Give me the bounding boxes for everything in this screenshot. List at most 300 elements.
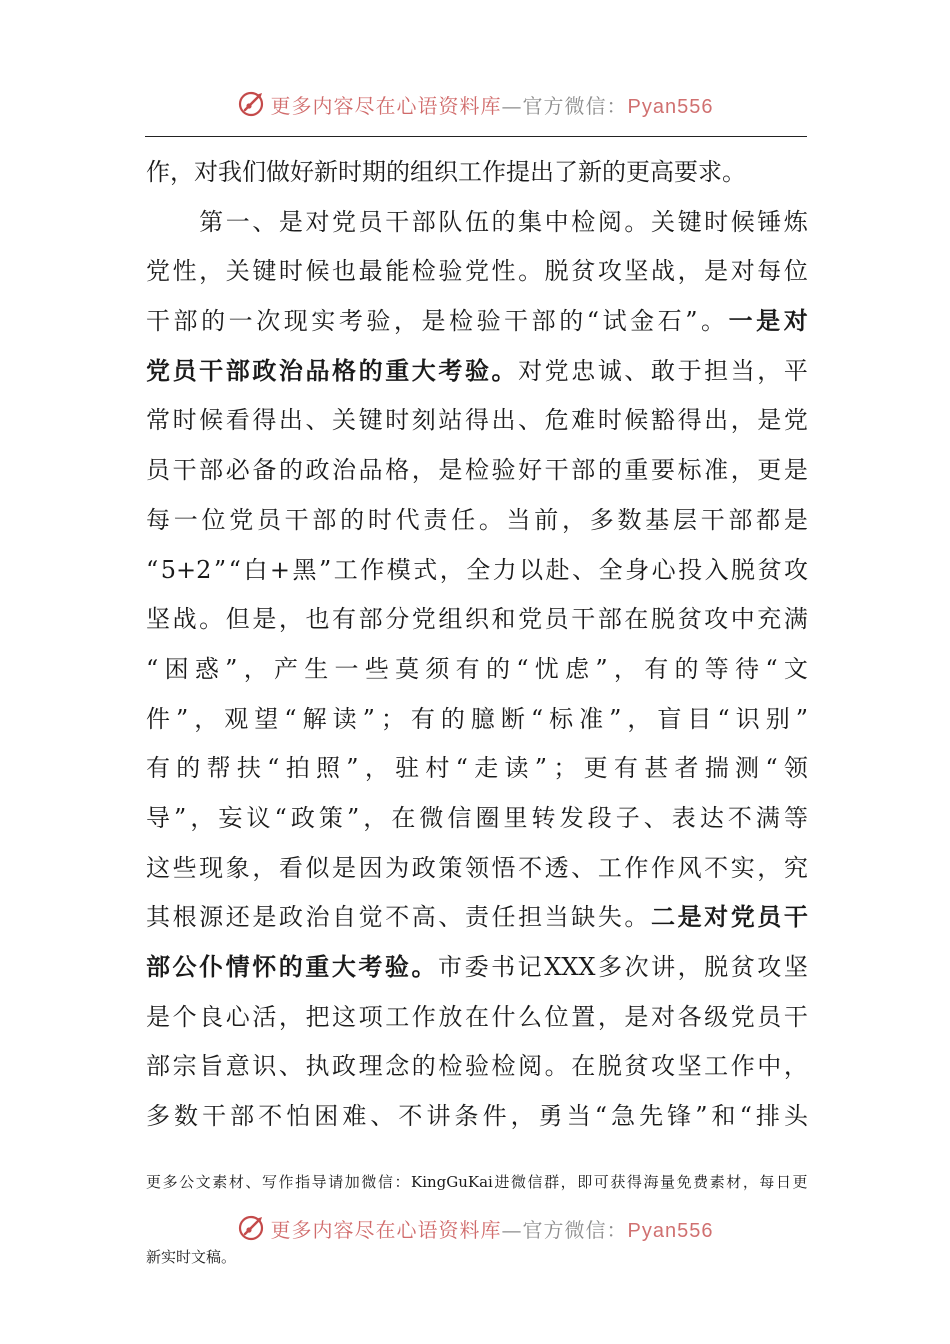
- body-char: 时: [367, 505, 392, 534]
- body-char: 考: [338, 307, 363, 336]
- bold-text: 。: [491, 356, 516, 385]
- body-char: 验: [366, 307, 391, 336]
- body-char: 部: [358, 605, 383, 634]
- body-char: 的: [411, 1052, 436, 1081]
- body-char: 平: [783, 356, 808, 385]
- body-char: 数: [617, 505, 642, 534]
- body-char: 贫: [757, 555, 782, 584]
- body-char: 键: [677, 207, 702, 236]
- body-char: 策: [318, 803, 343, 832]
- body-char: 读: [332, 704, 357, 733]
- footer-char: 进: [494, 1173, 510, 1191]
- footer-char: ，: [742, 1173, 758, 1191]
- body-line: [146, 446, 808, 496]
- body-char: ，: [783, 1052, 808, 1081]
- body-char: 。: [722, 158, 746, 186]
- body-char: 其: [146, 903, 170, 932]
- body-char: 在: [464, 1002, 489, 1031]
- bold-text: 是: [677, 903, 702, 932]
- body-char: 党: [411, 605, 436, 634]
- body-char: 关: [225, 257, 250, 286]
- body-char: 一: [225, 207, 250, 236]
- body-char: 政: [278, 903, 303, 932]
- body-char: 。: [518, 257, 543, 286]
- body-char: 验: [438, 257, 463, 286]
- body-char: ”: [695, 1102, 708, 1131]
- body-char: 全: [466, 555, 491, 584]
- body-char: 实: [730, 853, 755, 882]
- body-char: 贫: [571, 257, 596, 286]
- body-char: 担: [704, 356, 729, 385]
- footer-char: 信: [527, 1173, 543, 1191]
- body-char: 转: [531, 803, 556, 832]
- body-char: 贫: [730, 953, 755, 981]
- body-char: 帮: [206, 754, 231, 783]
- body-char: 的: [602, 158, 626, 186]
- body-char: 有: [455, 654, 480, 683]
- body-char: “: [530, 704, 544, 733]
- body-char: 作: [146, 158, 170, 186]
- body-char: 黑: [292, 555, 317, 584]
- body-char: 好: [290, 158, 314, 186]
- body-char: 怕: [286, 1102, 311, 1131]
- body-char: “: [146, 555, 159, 584]
- body-char: 悟: [491, 853, 516, 882]
- body-char: 验: [476, 307, 501, 336]
- bold-text: 政: [252, 356, 277, 385]
- body-char: 困: [314, 1102, 339, 1131]
- body-char: 干: [385, 207, 410, 236]
- body-char: 作: [730, 1052, 755, 1081]
- body-char: 段: [587, 803, 612, 832]
- body-char: 备: [252, 456, 277, 485]
- body-char: 的: [559, 307, 584, 336]
- body-char: 中: [544, 207, 569, 236]
- body-char: 党: [146, 257, 170, 286]
- body-char: 的: [597, 456, 622, 485]
- bold-text: 验: [464, 356, 489, 385]
- footer-char: 费: [693, 1173, 709, 1191]
- body-char: 必: [225, 456, 250, 485]
- footer-char: 指: [295, 1173, 311, 1191]
- watermark-lead: 更多内容尽在心语资料库: [270, 93, 502, 118]
- body-char: 有: [146, 754, 170, 783]
- body-char: 锋: [667, 1102, 692, 1131]
- body-char: 中: [730, 605, 755, 634]
- body-char: 测: [735, 754, 760, 783]
- watermark-id: Pyan556: [627, 1219, 714, 1242]
- body-char: 更: [583, 754, 608, 783]
- footer-char: 公: [179, 1173, 195, 1191]
- body-char: 高: [411, 903, 436, 932]
- body-char: 关: [650, 207, 675, 236]
- pen-logo-icon: [237, 1213, 267, 1243]
- body-char: ，: [562, 505, 587, 534]
- bold-text: 大: [411, 356, 436, 385]
- body-char: 别: [765, 704, 790, 733]
- body-char: 代: [395, 505, 420, 534]
- body-char: 有: [613, 754, 638, 783]
- pen-logo-icon: [237, 89, 267, 119]
- body-char: ”: [176, 704, 189, 733]
- body-char: 是: [783, 505, 808, 534]
- body-char: 件: [482, 1102, 507, 1131]
- body-char: ，: [194, 704, 219, 733]
- body-char: 候: [624, 406, 649, 435]
- body-char: 性: [491, 257, 516, 286]
- bold-text: 的: [358, 356, 383, 385]
- body-line: [146, 794, 808, 844]
- body-char: ”: [225, 654, 238, 683]
- body-char: 。: [701, 307, 726, 336]
- body-char: 们: [242, 158, 266, 186]
- body-char: 干: [284, 505, 309, 534]
- bold-text: 员: [757, 903, 782, 932]
- body-char: 出: [704, 406, 729, 435]
- body-char: 集: [518, 207, 543, 236]
- body-char: 次: [624, 953, 649, 981]
- body-char: 良: [199, 1002, 224, 1031]
- body-line: [146, 396, 808, 446]
- footer-char: 海: [643, 1173, 659, 1191]
- body-char: 工: [597, 853, 622, 882]
- body-char: 责: [464, 903, 489, 932]
- body-char: 标: [549, 704, 574, 733]
- body-char: 什: [491, 1002, 516, 1031]
- body-char: 做: [266, 158, 290, 186]
- body-char: 键: [252, 257, 277, 286]
- body-char: ”: [685, 307, 698, 336]
- body-char: 工: [458, 158, 482, 186]
- body-char: 文: [783, 654, 808, 683]
- bold-text: 部: [225, 356, 250, 385]
- body-char: 、: [518, 406, 543, 435]
- body-char: 员: [358, 207, 383, 236]
- body-char: 危: [544, 406, 569, 435]
- footer-char: 请: [328, 1173, 344, 1191]
- footer-char: 作: [278, 1173, 294, 1191]
- body-char: 品: [358, 456, 383, 485]
- body-char: 市: [438, 953, 463, 981]
- body-char: 有: [644, 654, 669, 683]
- body-char: 望: [254, 704, 279, 733]
- body-char: 组: [438, 605, 463, 634]
- footer-char: 文: [195, 1173, 211, 1191]
- body-char: 新: [578, 158, 602, 186]
- body-char: 、: [278, 1052, 303, 1081]
- body-char: 部: [728, 505, 753, 534]
- body-char: 攻: [704, 605, 729, 634]
- footer-watermark-text: [271, 1214, 714, 1243]
- body-char: 臆: [470, 704, 495, 733]
- body-char: 活: [252, 1002, 277, 1031]
- body-char: 员: [757, 1002, 782, 1031]
- body-char: “: [717, 704, 730, 733]
- body-char: 次: [256, 307, 281, 336]
- footer-char: 、: [245, 1173, 261, 1191]
- body-char: 念: [385, 1052, 410, 1081]
- footer-char: 更: [146, 1173, 162, 1191]
- body-char: 个: [172, 1002, 197, 1031]
- bold-text: 对: [704, 903, 729, 932]
- body-char: 时: [172, 406, 197, 435]
- body-char: 里: [503, 803, 528, 832]
- body-char: “: [516, 654, 529, 683]
- body-char: 微: [419, 803, 444, 832]
- body-char: 式: [413, 555, 438, 584]
- body-char: 不: [398, 1102, 423, 1131]
- body-char: 这: [332, 1002, 357, 1031]
- body-char: 是: [704, 257, 729, 286]
- body-char: 干: [783, 1002, 808, 1031]
- body-char: 脱: [704, 953, 729, 981]
- body-char: 是: [421, 307, 446, 336]
- body-char: 层: [672, 505, 697, 534]
- body-char: 任: [491, 903, 516, 932]
- body-char: XXX: [544, 953, 596, 981]
- body-char: 白: [243, 555, 268, 584]
- body-char: 位: [201, 505, 226, 534]
- body-char: 驻: [395, 754, 420, 783]
- body-char: 位: [783, 257, 808, 286]
- footer-char: 获: [610, 1173, 626, 1191]
- body-char: 心: [225, 1002, 250, 1031]
- body-char: 勇: [538, 1102, 563, 1131]
- body-char: 试: [602, 307, 627, 336]
- body-char: 得: [677, 406, 702, 435]
- footer-char: 导: [311, 1173, 327, 1191]
- body-char: ”: [319, 555, 332, 584]
- body-char: 期: [362, 158, 386, 186]
- bold-text: 重: [385, 356, 410, 385]
- body-char: 员: [146, 456, 170, 485]
- bold-text: 重: [305, 953, 330, 981]
- footer-char: 每: [759, 1173, 775, 1191]
- footer-char: 信: [377, 1173, 393, 1191]
- body-char: 觉: [358, 903, 383, 932]
- body-char: 不: [385, 903, 410, 932]
- body-char: 标: [677, 456, 702, 485]
- body-char: 是: [624, 1002, 649, 1031]
- body-char: 作: [650, 853, 675, 882]
- body-char: 是: [438, 456, 463, 485]
- body-char: 记: [517, 953, 542, 981]
- body-char: 攻: [650, 1052, 675, 1081]
- body-char: 能: [385, 257, 410, 286]
- body-line: [146, 695, 808, 745]
- body-char: 先: [639, 1102, 664, 1131]
- body-char: 看: [225, 406, 250, 435]
- body-char: 和: [711, 1102, 736, 1131]
- body-char: 有: [410, 704, 435, 733]
- body-char: 分: [385, 605, 410, 634]
- body-char: 头: [783, 1102, 808, 1131]
- body-char: 源: [199, 903, 224, 932]
- body-char: 检: [438, 1052, 463, 1081]
- body-char: 。: [199, 605, 224, 634]
- body-char: 排: [755, 1102, 780, 1131]
- body-char: 时: [597, 406, 622, 435]
- header-rule: [145, 136, 807, 137]
- body-char: 干: [700, 505, 725, 534]
- body-char: 发: [559, 803, 584, 832]
- body-char: 更: [757, 456, 782, 485]
- body-line: [146, 893, 808, 943]
- body-char: 缺: [571, 903, 596, 932]
- body-char: 不: [258, 1102, 283, 1131]
- bold-text: 公: [172, 953, 197, 981]
- header-watermark: [0, 84, 950, 124]
- body-char: 键: [358, 406, 383, 435]
- body-char: 党: [518, 605, 543, 634]
- bold-text: 考: [358, 953, 383, 981]
- body-char: 责: [423, 505, 448, 534]
- footer-char: 写: [261, 1173, 277, 1191]
- body-char: 政: [305, 456, 330, 485]
- body-char: 部: [312, 505, 337, 534]
- body-char: 诚: [597, 356, 622, 385]
- body-char: 候: [199, 406, 224, 435]
- body-line: [146, 1042, 808, 1092]
- body-char: 战: [650, 257, 675, 286]
- body-char: 验: [491, 456, 516, 485]
- footer-char: 量: [660, 1173, 676, 1191]
- body-char: 炼: [783, 207, 808, 236]
- body-char: 以: [519, 555, 544, 584]
- body-char: 力: [492, 555, 517, 584]
- body-char: 要: [650, 456, 675, 485]
- body-char: 治: [305, 903, 330, 932]
- body-char: 的: [674, 654, 699, 683]
- body-char: 党: [332, 207, 357, 236]
- body-char: 条: [454, 1102, 479, 1131]
- body-char: 也: [305, 605, 330, 634]
- footer-note-line-1: [146, 1171, 808, 1193]
- body-char: 身: [625, 555, 650, 584]
- footer-char: 多: [162, 1173, 178, 1191]
- body-char: ”: [362, 704, 375, 733]
- body-char: 多: [589, 505, 614, 534]
- body-char: 意: [225, 1052, 250, 1081]
- body-char: 忧: [534, 654, 559, 683]
- body-char: 理: [358, 1052, 383, 1081]
- body-char: [146, 198, 170, 248]
- body-char: ，: [677, 257, 702, 286]
- body-char: 现: [283, 307, 308, 336]
- body-char: ，: [730, 406, 755, 435]
- body-char: ，: [393, 307, 418, 336]
- watermark-tail: —官方微信：: [501, 1217, 628, 1242]
- body-char: 部: [597, 605, 622, 634]
- body-line: [146, 1092, 808, 1142]
- body-char: 的: [491, 207, 516, 236]
- body-char: 中: [757, 1052, 782, 1081]
- body-char: 因: [358, 853, 383, 882]
- body-char: 惑: [194, 654, 219, 683]
- body-char: 织: [434, 158, 458, 186]
- body-char: 是: [252, 605, 277, 634]
- footer-note-text-2: 新实时文稿。: [146, 1248, 237, 1266]
- body-char: 要: [674, 158, 698, 186]
- body-char: 产: [273, 654, 298, 683]
- footer-char: 即: [577, 1173, 593, 1191]
- body-char: 攻: [784, 555, 808, 584]
- body-char: 得: [464, 406, 489, 435]
- body-char: 一: [173, 505, 198, 534]
- body-char: [173, 198, 197, 248]
- body-line: [146, 198, 808, 248]
- body-char: 识: [252, 1052, 277, 1081]
- body-char: 、: [438, 903, 463, 932]
- body-char: 检: [464, 456, 489, 485]
- body-char: 工: [385, 1002, 410, 1031]
- body-char: 得: [252, 406, 277, 435]
- body-char: 贫: [677, 605, 702, 634]
- body-char: 根: [172, 903, 197, 932]
- body-char: 锤: [757, 207, 782, 236]
- body-char: 出: [278, 406, 303, 435]
- body-char: ，: [190, 803, 215, 832]
- body-char: ，: [252, 853, 277, 882]
- body-char: 刻: [411, 406, 436, 435]
- body-char: 的: [485, 654, 510, 683]
- body-char: 最: [358, 257, 383, 286]
- body-char: 不: [704, 853, 729, 882]
- body-char: 为: [385, 853, 410, 882]
- body-char: 关: [332, 406, 357, 435]
- body-char: 盲: [657, 704, 682, 733]
- body-char: 达: [699, 803, 724, 832]
- body-char: 部: [146, 1052, 170, 1081]
- body-char: 党: [730, 1002, 755, 1031]
- body-char: 对: [194, 158, 218, 186]
- body-char: “: [765, 654, 778, 683]
- body-line: [146, 943, 808, 993]
- body-char: 心: [651, 555, 676, 584]
- body-char: 党: [544, 356, 569, 385]
- body-char: 干: [172, 456, 197, 485]
- body-char: 政: [332, 1052, 357, 1081]
- bold-text: 是: [756, 307, 781, 336]
- bold-text: 对: [783, 307, 808, 336]
- body-char: 伍: [464, 207, 489, 236]
- body-char: 还: [225, 903, 250, 932]
- body-char: 政: [411, 853, 436, 882]
- bold-text: 干: [199, 356, 224, 385]
- bold-text: 情: [225, 953, 250, 981]
- body-char: 对: [730, 257, 755, 286]
- body-char: 第: [199, 207, 224, 236]
- body-line: [146, 247, 808, 297]
- body-char: 格: [385, 456, 410, 485]
- body-char: 读: [504, 754, 529, 783]
- body-char: 织: [464, 605, 489, 634]
- body-char: 满: [783, 605, 808, 634]
- body-char: ，: [510, 1102, 535, 1131]
- body-char: 模: [386, 555, 411, 584]
- body-char: 脱: [597, 1052, 622, 1081]
- body-char: 检: [571, 207, 596, 236]
- body-char: 领: [464, 853, 489, 882]
- body-char: 村: [425, 754, 450, 783]
- body-char: 多: [146, 1102, 170, 1131]
- body-char: 待: [735, 654, 760, 683]
- body-char: 不: [727, 803, 752, 832]
- body-char: 虑: [565, 654, 590, 683]
- body-char: 是: [783, 456, 808, 485]
- body-char: 忠: [571, 356, 596, 385]
- body-char: 脱: [731, 555, 756, 584]
